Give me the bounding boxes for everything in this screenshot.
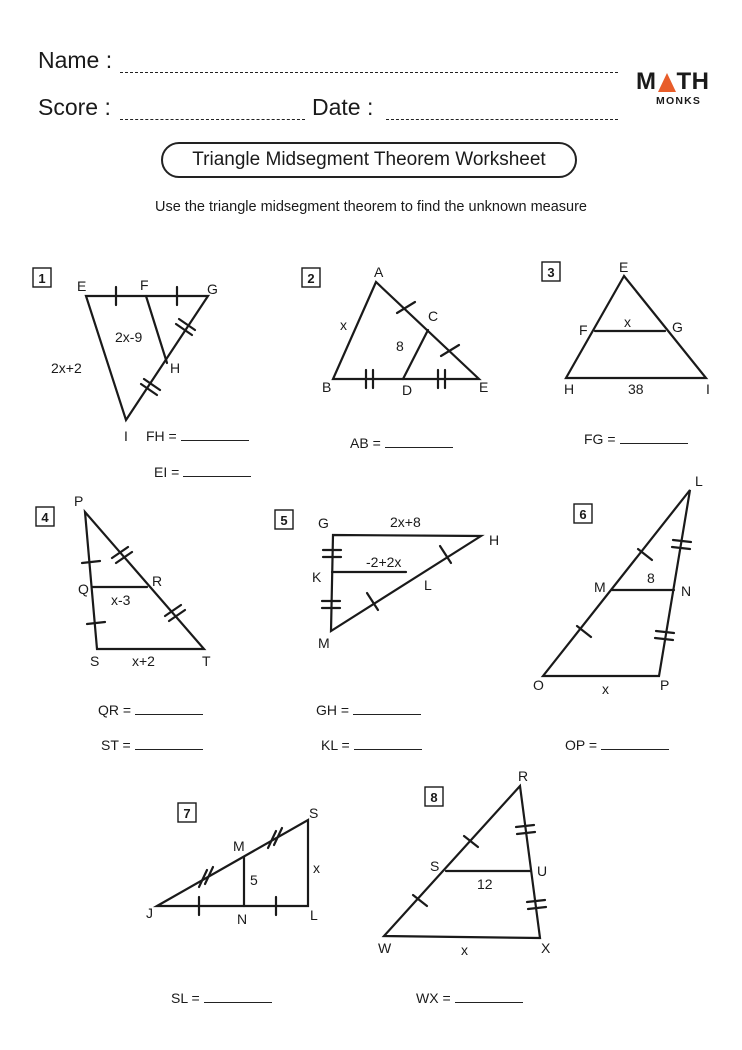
expr-4-st: x+2	[132, 653, 155, 669]
answer-6a[interactable]	[565, 737, 669, 753]
label-4-p: P	[74, 493, 84, 509]
label-8-u: U	[537, 863, 548, 879]
label-5-l: L	[424, 577, 432, 593]
problem-5-figure	[275, 510, 481, 631]
label-5-g: G	[318, 515, 329, 531]
double-tick-ru-1	[516, 825, 534, 827]
expr-5-gh: 2x+8	[390, 514, 421, 530]
tick-qs	[87, 622, 105, 624]
label-1-g: G	[207, 281, 218, 297]
answer-5b-blank[interactable]	[354, 737, 422, 750]
triangle-abe	[333, 282, 479, 379]
answer-1b-label: EI =	[154, 464, 180, 480]
expr-7-sl: x	[313, 860, 320, 876]
problem-8-number: 8	[430, 790, 438, 805]
double-tick-np-2	[655, 638, 673, 640]
label-8-r: R	[518, 768, 529, 784]
label-1-h: H	[170, 360, 181, 376]
label-7-l: L	[310, 907, 318, 923]
answer-5a-blank[interactable]	[353, 702, 421, 715]
answer-4b-label: ST =	[101, 737, 131, 753]
midsegment-fh	[146, 296, 167, 363]
label-6-n: N	[681, 583, 692, 599]
answer-4a-blank[interactable]	[135, 702, 203, 715]
answer-2a[interactable]	[350, 435, 453, 451]
triangle-jsl	[157, 820, 308, 906]
answer-5a-label: GH =	[316, 702, 350, 718]
label-7-m: M	[233, 838, 245, 854]
problem-7-number: 7	[183, 806, 191, 821]
double-tick-ux-1	[527, 900, 545, 902]
triangle-lop	[543, 490, 690, 676]
expr-6-op: x	[602, 681, 609, 697]
answer-1b-blank[interactable]	[183, 464, 251, 477]
instruction-text: Use the triangle midsegment theorem to find the unknown measure	[154, 199, 587, 215]
label-4-q: Q	[78, 581, 89, 597]
name-label: Name :	[38, 47, 113, 73]
answer-5a[interactable]	[316, 702, 421, 718]
answer-1a[interactable]	[146, 428, 249, 444]
problem-3-number: 3	[547, 265, 555, 280]
double-tick-ln-2	[672, 547, 690, 549]
label-4-t: T	[202, 653, 211, 669]
expr-8-su: 12	[477, 876, 493, 892]
expr-4-qr: x-3	[111, 592, 131, 608]
problem-8-figure	[384, 786, 546, 938]
logo-monks: MONKS	[656, 95, 702, 107]
answer-4b[interactable]	[101, 737, 203, 753]
expr-5-kl: -2+2x	[366, 554, 402, 570]
answer-5b-label: KL =	[321, 737, 350, 753]
label-8-w: W	[378, 940, 392, 956]
answer-8a[interactable]	[416, 990, 523, 1006]
label-2-e: E	[479, 379, 489, 395]
problem-1-number: 1	[38, 271, 46, 286]
answer-1b[interactable]	[154, 464, 251, 480]
answer-3a[interactable]	[584, 431, 688, 447]
label-7-n: N	[237, 911, 248, 927]
score-label: Score :	[38, 94, 111, 120]
answer-7a[interactable]	[171, 990, 272, 1006]
midsegment-cd	[403, 330, 428, 379]
label-2-d: D	[402, 382, 413, 398]
problem-6-figure	[543, 490, 691, 676]
double-tick-np-1	[656, 631, 674, 633]
label-3-f: F	[579, 322, 588, 338]
answer-6a-label: OP =	[565, 737, 598, 753]
problem-2-number: 2	[307, 271, 315, 286]
problem-4-number: 4	[41, 510, 49, 525]
expr-1-fh: 2x-9	[115, 329, 143, 345]
label-3-h: H	[564, 381, 575, 397]
expr-2-cd: 8	[396, 338, 404, 354]
problem-7-figure	[157, 803, 308, 915]
expr-1-ei: 2x+2	[51, 360, 82, 376]
label-8-x: X	[541, 940, 551, 956]
label-6-m: M	[594, 579, 606, 595]
problem-5-number: 5	[280, 513, 288, 528]
answer-8a-label: WX =	[416, 990, 451, 1006]
answer-2a-label: AB =	[350, 435, 381, 451]
answer-4a[interactable]	[98, 702, 203, 718]
expr-8-wx: x	[461, 942, 468, 958]
answer-3a-label: FG =	[584, 431, 616, 447]
label-2-c: C	[428, 308, 439, 324]
label-5-m: M	[318, 635, 330, 651]
answer-4a-label: QR =	[98, 702, 132, 718]
problem-2-figure	[302, 268, 479, 388]
label-2-a: A	[374, 264, 384, 280]
triangle-rwx	[384, 786, 540, 938]
answer-8a-blank[interactable]	[455, 990, 523, 1003]
label-6-l: L	[695, 473, 703, 489]
answer-3a-blank[interactable]	[620, 431, 688, 444]
label-1-i: I	[124, 428, 128, 444]
answer-2a-blank[interactable]	[385, 435, 453, 448]
answer-1a-blank[interactable]	[181, 428, 249, 441]
double-tick-ru-2	[517, 832, 535, 834]
worksheet-title: Triangle Midsegment Theorem Worksheet	[161, 142, 577, 178]
logo-th: TH	[676, 68, 710, 95]
expr-7-mn: 5	[250, 872, 258, 888]
label-3-e: E	[619, 259, 629, 275]
label-8-s: S	[430, 858, 440, 874]
answer-7a-blank[interactable]	[204, 990, 272, 1003]
label-7-s: S	[309, 805, 319, 821]
label-5-k: K	[312, 569, 322, 585]
problem-4-figure	[36, 507, 204, 649]
double-tick-ux-2	[528, 907, 546, 909]
answer-1a-label: FH =	[146, 428, 177, 444]
triangle-ghm	[331, 535, 481, 631]
label-4-r: R	[152, 573, 163, 589]
answer-4b-blank[interactable]	[135, 737, 203, 750]
triangle-efg	[86, 296, 208, 420]
date-label: Date :	[312, 94, 374, 120]
label-3-i: I	[706, 381, 710, 397]
label-3-g: G	[672, 319, 683, 335]
label-1-e: E	[77, 278, 87, 294]
expr-3-hi: 38	[628, 381, 644, 397]
expr-2-ab: x	[340, 317, 347, 333]
problem-6-number: 6	[579, 507, 587, 522]
answer-5b[interactable]	[321, 737, 422, 753]
double-tick-ln-1	[673, 540, 691, 542]
expr-6-mn: 8	[647, 570, 655, 586]
label-4-s: S	[90, 653, 100, 669]
label-1-f: F	[140, 277, 149, 293]
label-5-h: H	[489, 532, 500, 548]
answer-7a-label: SL =	[171, 990, 200, 1006]
label-6-p: P	[660, 677, 670, 693]
tick-pq	[82, 561, 100, 563]
triangle-pst	[85, 512, 204, 649]
label-7-j: J	[146, 905, 153, 921]
label-2-b: B	[322, 379, 332, 395]
answer-6a-blank[interactable]	[601, 737, 669, 750]
expr-3-fg: x	[624, 314, 631, 330]
logo-m: M	[636, 68, 657, 95]
label-6-o: O	[533, 677, 544, 693]
